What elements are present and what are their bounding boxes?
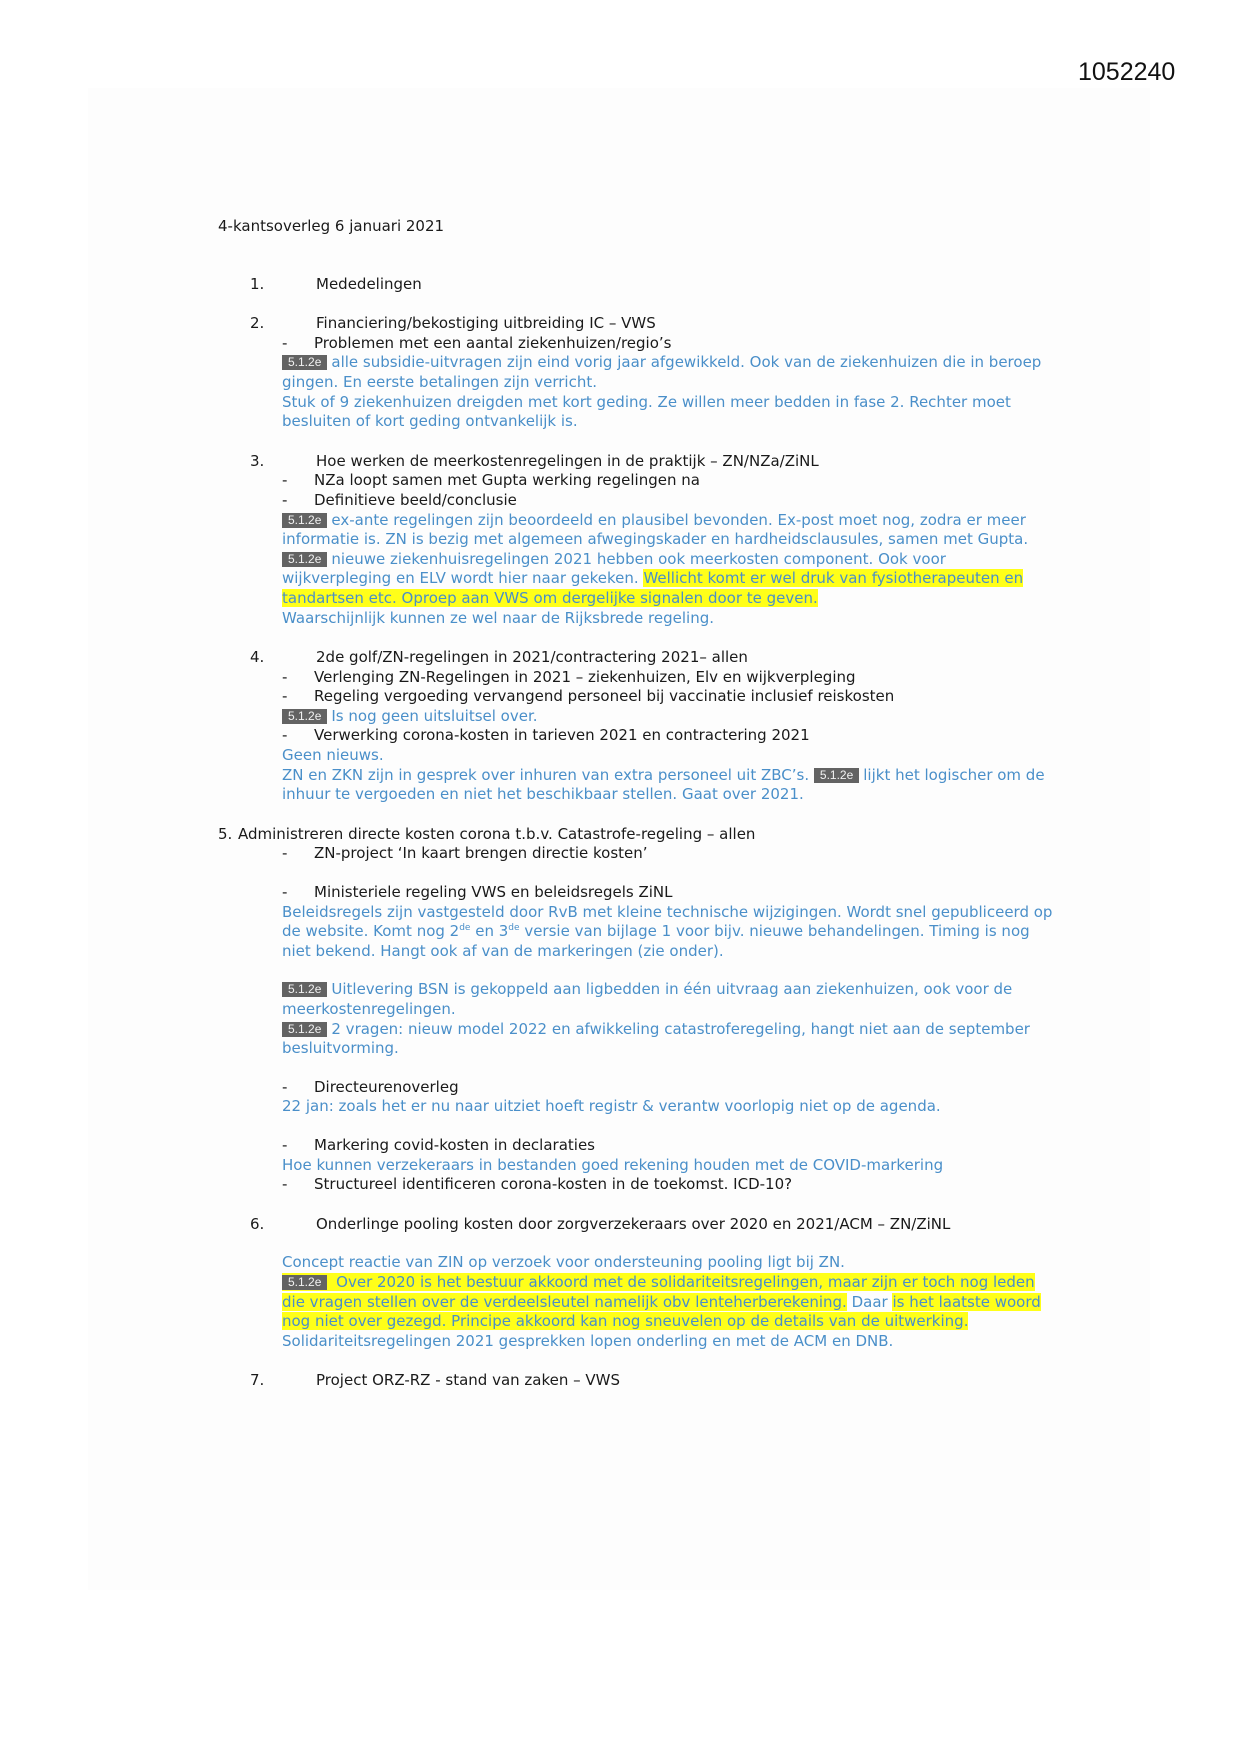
- note-text: Uitlevering BSN is gekoppeld aan ligbedden in één uitvraag aan ziekenhuizen, ook voor de meerkostenregelingen.: [282, 980, 1013, 1018]
- redaction-badge: 5.1.2e: [282, 982, 327, 997]
- agenda-item-7: [218, 1371, 1058, 1391]
- item-number: 2.: [250, 314, 265, 333]
- sub-point-text: Verlenging ZN-Regelingen in 2021 – ziekenhuizen, Elv en wijkverpleging: [314, 667, 856, 686]
- dash-bullet: -: [282, 844, 288, 863]
- note: Geen nieuws.: [282, 746, 384, 765]
- note: [282, 550, 1058, 609]
- note: Stuk of 9 ziekenhuizen dreigden met kort geding. Ze willen meer bedden in fase 2. Rechter moet besluiten of kort geding ontvankelijk is.: [282, 392, 1011, 431]
- sub-point-text: Directeurenoverleg: [314, 1077, 459, 1096]
- item-number: 6.: [250, 1214, 265, 1233]
- item-title: Project ORZ-RZ - stand van zaken – VWS: [316, 1371, 621, 1390]
- item-number: 3.: [250, 451, 265, 470]
- dash-bullet: -: [282, 726, 288, 745]
- note-text: lijkt het logischer om de inhuur te vergoeden en niet het beschikbaar stellen. Gaat over 2021.: [282, 765, 1045, 804]
- agenda-item-4: [218, 648, 1058, 805]
- note-text: 2 vragen: nieuw model 2022 en afwikkeling catastroferegeling, hangt niet aan de september besluitvorming.: [282, 1019, 1030, 1058]
- superscript: de: [459, 923, 471, 934]
- note: [282, 766, 1058, 805]
- dash-bullet: -: [282, 1077, 288, 1096]
- note-text: alle subsidie-uitvragen zijn eind vorig jaar afgewikkeld. Ook van de ziekenhuizen die in beroep gingen. En eerste betalingen zijn verricht.: [282, 353, 1042, 391]
- sub-point: [282, 844, 1058, 864]
- sub-point: [282, 687, 1058, 707]
- note: Concept reactie van ZIN op verzoek voor ondersteuning pooling ligt bij ZN.: [282, 1253, 845, 1272]
- note-text: Beleidsregels zijn vastgesteld door RvB met kleine technische wijzigingen. Wordt snel gepubliceerd op de website. Komt nog 2: [282, 902, 1053, 941]
- note: [282, 511, 1058, 550]
- agenda-item-2: [218, 314, 1058, 432]
- note: [282, 980, 1058, 1019]
- sub-point: [282, 668, 1058, 688]
- note-text: en 3: [470, 922, 509, 941]
- sub-point: [282, 1175, 1058, 1195]
- redaction-badge: 5.1.2e: [282, 552, 327, 567]
- note: [282, 903, 1058, 962]
- note: [282, 353, 1058, 392]
- item-number: 5.: [218, 824, 233, 843]
- sub-point-text: Definitieve beeld/conclusie: [314, 490, 517, 509]
- agenda-item-5: [218, 825, 1058, 1195]
- redaction-badge: 5.1.2e: [282, 355, 327, 370]
- note: [282, 1020, 1058, 1059]
- sub-point-text: NZa loopt samen met Gupta werking regelingen na: [314, 471, 700, 490]
- dash-bullet: -: [282, 490, 288, 509]
- agenda-item-6: [218, 1215, 1058, 1352]
- agenda-item-1: [218, 275, 1058, 295]
- sub-point: [282, 334, 1058, 354]
- sub-point-text: Verwerking corona-kosten in tarieven 2021 en contractering 2021: [314, 726, 810, 745]
- item-title: Hoe werken de meerkostenregelingen in de praktijk – ZN/NZa/ZiNL: [316, 451, 819, 470]
- redaction-badge: 5.1.2e: [282, 709, 327, 724]
- note-text: ex-ante regelingen zijn beoordeeld en plausibel bevonden. Ex-post moet nog, zodra er meer informatie is. ZN is bezig met algemeen afwegingskader en hardheidsclausules, samen met Gupta.: [282, 510, 1029, 549]
- sub-point: [282, 491, 1058, 511]
- redaction-badge: 5.1.2e: [814, 768, 859, 783]
- note-text: ZN en ZKN zijn in gesprek over inhuren van extra personeel uit ZBC’s.: [282, 765, 810, 784]
- highlighted-text: is het laatste woord nog niet over gezegd. Principe akkoord kan nog sneuvelen op de details van de uitwerking.: [282, 1292, 1041, 1331]
- dash-bullet: -: [282, 1135, 288, 1154]
- note-text: Daar: [851, 1292, 888, 1311]
- agenda-item-3: [218, 452, 1058, 628]
- dash-bullet: -: [282, 333, 288, 352]
- dash-bullet: -: [282, 667, 288, 686]
- document-title: 4-kantsoverleg 6 januari 2021: [218, 217, 445, 235]
- item-title: Administreren directe kosten corona t.b.v. Catastrofe-regeling – allen: [238, 824, 756, 843]
- sub-point: [282, 726, 1058, 746]
- dash-bullet: -: [282, 687, 288, 706]
- item-title: Mededelingen: [316, 274, 422, 293]
- item-number: 1.: [250, 274, 265, 293]
- sub-point: [282, 471, 1058, 491]
- redaction-badge: 5.1.2e: [282, 1022, 327, 1037]
- item-number: 4.: [250, 648, 265, 667]
- note: Waarschijnlijk kunnen ze wel naar de Rijksbrede regeling.: [282, 608, 714, 627]
- highlighted-text: Over 2020 is het bestuur akkoord met de solidariteitsregelingen, maar zijn er toch nog leden die vragen stellen over de verdeelsleutel namelijk obv lenteherberekening.: [282, 1272, 1035, 1311]
- item-number: 7.: [250, 1371, 265, 1390]
- note-text: versie van bijlage 1 voor bijv. nieuwe behandelingen. Timing is nog niet bekend. Hangt ook af van de markeringen (zie onder).: [282, 922, 1030, 960]
- sub-point-text: Regeling vergoeding vervangend personeel bij vaccinatie inclusief reiskosten: [314, 687, 895, 706]
- redaction-badge: 5.1.2e: [282, 1275, 327, 1290]
- note: Hoe kunnen verzekeraars in bestanden goed rekening houden met de COVID-markering: [282, 1155, 944, 1174]
- dash-bullet: -: [282, 1175, 288, 1194]
- sub-point-text: Structureel identificeren corona-kosten in de toekomst. ICD-10?: [314, 1175, 793, 1194]
- dash-bullet: -: [282, 883, 288, 902]
- note: [282, 1273, 1058, 1332]
- document-number: 1052240: [1078, 58, 1176, 86]
- dash-bullet: -: [282, 471, 288, 490]
- sub-point: [282, 1136, 1058, 1156]
- sub-point-text: Ministeriele regeling VWS en beleidsregels ZiNL: [314, 883, 673, 902]
- sub-point: [282, 883, 1058, 903]
- note-text: Is nog geen uitsluitsel over.: [331, 706, 538, 725]
- meeting-minutes: [218, 217, 1058, 1411]
- superscript: de: [508, 923, 520, 934]
- item-title: 2de golf/ZN-regelingen in 2021/contractering 2021– allen: [316, 648, 748, 667]
- note: Solidariteitsregelingen 2021 gesprekken lopen onderling en met de ACM en DNB.: [282, 1331, 894, 1350]
- redaction-badge: 5.1.2e: [282, 513, 327, 528]
- note: [282, 707, 1058, 727]
- sub-point: [282, 1078, 1058, 1098]
- note: 22 jan: zoals het er nu naar uitziet hoeft registr & verantw voorlopig niet op de agenda.: [282, 1097, 941, 1116]
- sub-point-text: ZN-project ‘In kaart brengen directie kosten’: [314, 844, 648, 863]
- sub-point-text: Markering covid-kosten in declaraties: [314, 1135, 595, 1154]
- highlighted-text: Wellicht komt er wel druk van fysiotherapeuten en tandartsen etc. Oproep aan VWS om dergelijke signalen door te geven.: [282, 569, 1024, 607]
- sub-point-text: Problemen met een aantal ziekenhuizen/regio’s: [314, 333, 672, 352]
- item-title: Onderlinge pooling kosten door zorgverzekeraars over 2020 en 2021/ACM – ZN/ZiNL: [316, 1214, 951, 1233]
- note-text: nieuwe ziekenhuisregelingen 2021 hebben ook meerkosten component. Ook voor wijkverpleging en ELV wordt hier naar gekeken.: [282, 549, 946, 588]
- item-title: Financiering/bekostiging uitbreiding IC – VWS: [316, 314, 656, 333]
